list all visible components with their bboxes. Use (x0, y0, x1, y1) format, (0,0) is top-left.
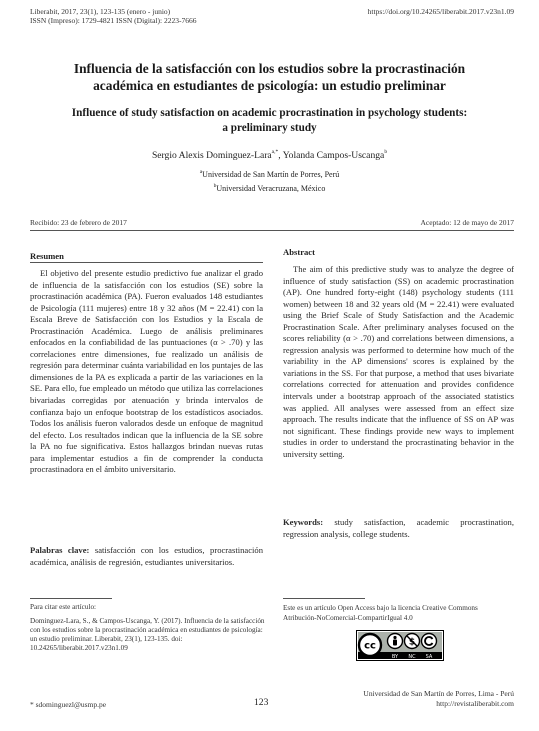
keywords-line: procrastinación académica, análisis de regresión, (30, 545, 264, 567)
doi-link[interactable]: https://doi.org/10.24265/liberabit.2017.v23n1.09 (367, 7, 514, 16)
cc-license-badge[interactable] (356, 630, 444, 661)
resumen-line: no fue significativa. Estos hallazgos brindan nuevas rutas (53, 441, 263, 452)
citation-rule (30, 598, 112, 599)
resumen-heading: Resumen (30, 251, 64, 261)
resumen-line: Satisfacción con los Estudios y la Escala de (95, 314, 263, 325)
resumen-line: el grado de influencia de la satisfacción con los estudios (30, 268, 263, 290)
by-icon (393, 640, 397, 646)
keywords-line: study satisfaction, academic procrastination, (323, 517, 514, 527)
resumen-line: de confianza bajo un enfoque bootstrap de los (30, 395, 263, 417)
resumen-line: El objetivo del presente estudio predictivo fue analizar (40, 268, 232, 278)
abstract-line: procrastinating behavior in the university setting. (283, 437, 514, 459)
resumen-line: bivariadas corregidas por atenuación y brinda intervalos (30, 395, 249, 406)
svg-text:SA: SA (425, 654, 433, 660)
citation-text (30, 617, 265, 653)
abstract-line: approach. The results indicate that the influence of SS on (283, 414, 485, 425)
abstract-line: psychology students (111 women) between 18 and 32 (283, 287, 514, 309)
affiliation-a: $^a$Universidad de San Martín de Porres, Perú (199, 169, 340, 179)
resumen-line: procrastinadora en el ámbito universitario. (30, 464, 176, 475)
abstract-line: procrastination (AP). One hundred forty-eight (148) (283, 275, 514, 298)
page-number: 123 (254, 697, 269, 708)
resumen-line: estadísticos asociados. Todos los análisis fueron (30, 406, 264, 429)
citation-line: 123-135. doi: 10.24265/liberabit.2017.v23n1.09 (30, 635, 183, 652)
corresponding-email[interactable]: * sdominguezl@usmp.pe (30, 700, 107, 709)
abstract-line: much of the variability in the AP dimensions' scores is (283, 344, 514, 367)
svg-text:$: $ (408, 637, 416, 648)
abstract-line: of Study Satisfaction and the Academic Procrastination (283, 310, 514, 332)
abstract-body (283, 264, 514, 460)
abstract-line: degree of influence of study satisfaction (SS) on academic (283, 264, 514, 286)
svg-text:NC: NC (408, 654, 416, 660)
resumen-rule (30, 262, 263, 265)
resumen-line: valorados desde un enfoque de magnitud del efecto. Los (30, 418, 263, 440)
license-line-2: Atribución-NoComercial-CompartirIgual 4.0 (283, 614, 413, 622)
resumen-line: entre 18 y 32 años (M = 22.41) con la Escala Breve de (30, 302, 264, 325)
received-date: Recibido: 23 de febrero de 2017 (30, 218, 127, 227)
keywords-line: satisfacción con los estudios, (89, 545, 205, 555)
resumen-line: resultados indican que la influencia de la SE sobre la PA (30, 429, 263, 452)
keywords-label: Palabras clave: (30, 545, 90, 555)
abstract-line: Scale. After preliminary analyses focused on the scores (283, 321, 515, 344)
resumen-line: realizado un análisis de regresión para determinar cuánta (30, 348, 263, 371)
resumen-line: enfocados en la confiabilidad de las puntuaciones (30, 337, 208, 348)
author-2: Yolanda Campos-Uscanga (282, 150, 385, 161)
publisher: Universidad de San Martín de Porres, Lima - Perú (363, 689, 514, 698)
resumen-line: evaluados 148 estudiantes de Psicología (111 mujeres) (30, 291, 263, 313)
keywords-line: regression analysis, college students. (283, 528, 410, 539)
license-line-1: Este es un artículo Open Access bajo la licencia Creative Commons (283, 604, 478, 612)
cc-icon: cc (364, 640, 376, 652)
resumen-line: variabilidad en los puntajes de las dimensiones de la PA (30, 360, 263, 382)
abstract-line: explained by the variations in the SS. For that purpose, a (283, 356, 514, 378)
abstract-line: method that uses bivariate correlations corrected for (283, 367, 514, 390)
citation-label: Para citar este artículo: (30, 603, 97, 611)
resumen-line: para implementar estudios a fin de comprender la conducta (30, 452, 263, 463)
license-rule (283, 598, 365, 599)
divider (30, 230, 514, 231)
resumen-line: fue empleado un método que utiliza las correlaciones (79, 383, 264, 394)
abstract-line: years old (M = 22.41) were evaluated using the Brief Scale (283, 298, 514, 321)
abstract-line: reliability (α > .70) and correlations between dimensions, (307, 333, 508, 344)
keywords (283, 517, 514, 540)
abstract-line: a regression analysis was performed to determine how (283, 333, 514, 355)
abstract-line: attenuation and provides confidence intervals under a (283, 379, 514, 402)
citation-line: Dominguez-Lara, S., & Campos-Uscanga, Y. (2017). Influencia de (30, 617, 222, 625)
abstract-line: AP was not significant. These findings provide new ways (283, 414, 514, 436)
svg-text:BY: BY (391, 654, 399, 660)
resumen-line: Procrastinación Académica. Luego de análisis preliminares (30, 325, 263, 336)
resumen-line: (SE) sobre la procrastinación académica (PA). Fueron (30, 279, 263, 302)
journal-line: Liberabit, 2017, 23(1), 123-135 (enero - junio) (30, 7, 171, 16)
abstract-line: The aim of this predictive study was to analyze the (293, 264, 478, 274)
keywords-label: Keywords: (283, 517, 324, 527)
resumen-line: es explicada a partir de las variaciones en la SE. Para ello, (30, 371, 263, 394)
authors: Sergio Alexis Dominguez-Lara$^{a,*}$, Yolanda Campos-Uscanga$^b$ (151, 149, 388, 161)
resumen-body (30, 268, 263, 476)
citation-line: en estudiantes de psicología: un estudio preliminar. Liberabit, 23(1), (30, 626, 263, 643)
title-spanish: Influencia de la satisfacción con los estudios sobre la procrastinación académica en estudiantes de psicología: un estudio preliminar (73, 61, 466, 93)
palabras-clave (30, 545, 263, 568)
abstract-line: to implement studies in order to understand the (283, 425, 514, 448)
citation-line: la satisfacción con los estudios sobre la procrastinación académica (30, 617, 265, 634)
resumen-line: (α > .70) y las correlaciones entre dimensiones, fue (30, 337, 263, 359)
abstract-heading: Abstract (283, 247, 315, 257)
abstract-line: bootstrap approach of the associated statistics was (283, 391, 514, 413)
author-1: Sergio Alexis Dominguez-Lara (151, 150, 272, 161)
title-english: Influence of study satisfaction on academic procrastination in psychology students: a preliminary study (71, 107, 468, 134)
affiliation-b: $^b$Universidad Veracruzana, México (213, 183, 326, 193)
keywords-line: estudiantes universitarios. (145, 556, 235, 567)
journal-url[interactable]: http://revistaliberabit.com (436, 699, 514, 708)
abstract-line: applied. All analyses were assessed from an effect size (301, 402, 515, 413)
accepted-date: Aceptado: 12 de mayo de 2017 (420, 218, 514, 227)
issn-line: ISSN (Impreso): 1729-4821 ISSN (Digital): 2223-7666 (30, 16, 197, 25)
